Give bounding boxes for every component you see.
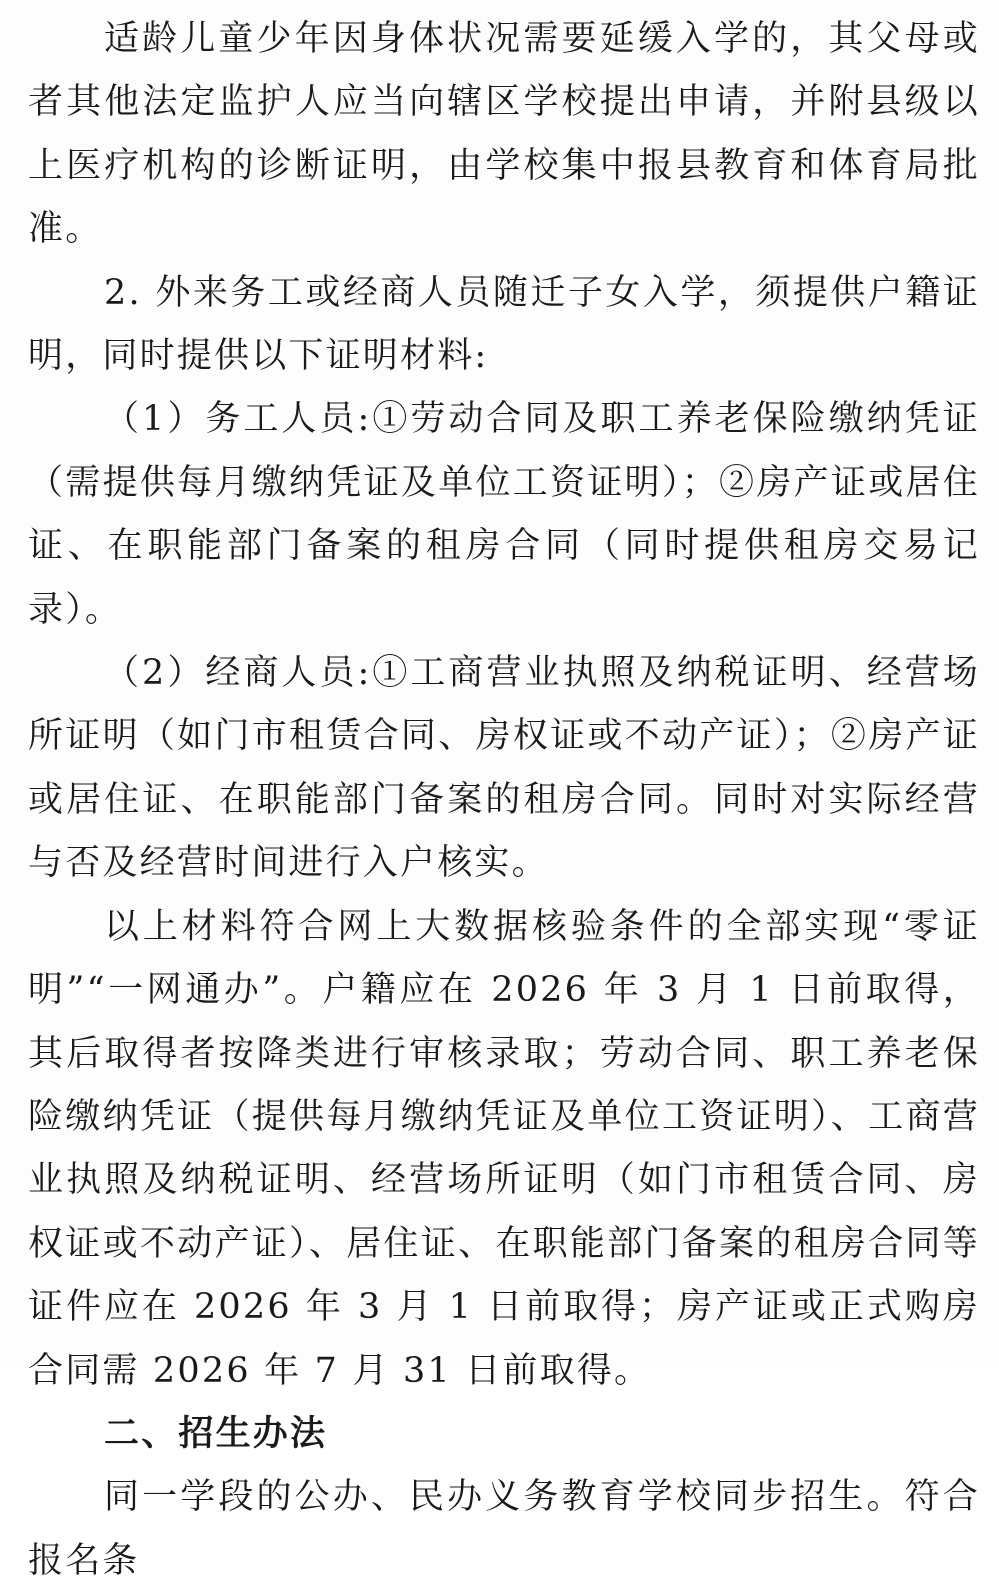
paragraph-workers: （1）务工人员:①劳动合同及职工养老保险缴纳凭证（需提供每月缴纳凭证及单位工资证明）；②房产证或居住证、在职能部门备案的租房合同（同时提供租房交易记录）。 <box>28 399 980 630</box>
document-body <box>28 8 980 1593</box>
paragraph-enrollment-method: 同一学段的公办、民办义务教育学校同步招生。符合报名条 <box>28 1477 980 1581</box>
section-heading: 二、招生办法 <box>104 1413 328 1454</box>
paragraph-merchants: （2）经商人员:①工商营业执照及纳税证明、经营场所证明（如门市租赁合同、房权证或不动产证）；②房产证或居住证、在职能部门备案的租房合同。同时对实际经营与否及经营时间进行入户核实。 <box>28 653 980 884</box>
paragraph-deadlines: 以上材料符合网上大数据核验条件的全部实现“零证明”“一网通办”。户籍应在 2026 年 3 月 1 日前取得，其后取得者按降类进行审核录取；劳动合同、职工养老保险缴纳凭证（提供每月缴纳凭证及单位工资证明）、工商营业执照及纳税证明、经营场所证明（如门市租赁合同、房权证或不动产证）、居住证、在职能部门备案的租房合同等证件应在 2026 年 3 月 1 日前取得；房产证或正式购房合同需 2026 年 7 月 31 日前取得。 <box>28 906 980 1391</box>
paragraph-deferred-enrollment: 适龄儿童少年因身体状况需要延缓入学的，其父母或者其他法定监护人应当向辖区学校提出申请，并附县级以上医疗机构的诊断证明，由学校集中报县教育和体育局批准。 <box>28 19 980 250</box>
paragraph-migrant-children: 2. 外来务工或经商人员随迁子女入学，须提供户籍证明，同时提供以下证明材料: <box>28 272 980 377</box>
